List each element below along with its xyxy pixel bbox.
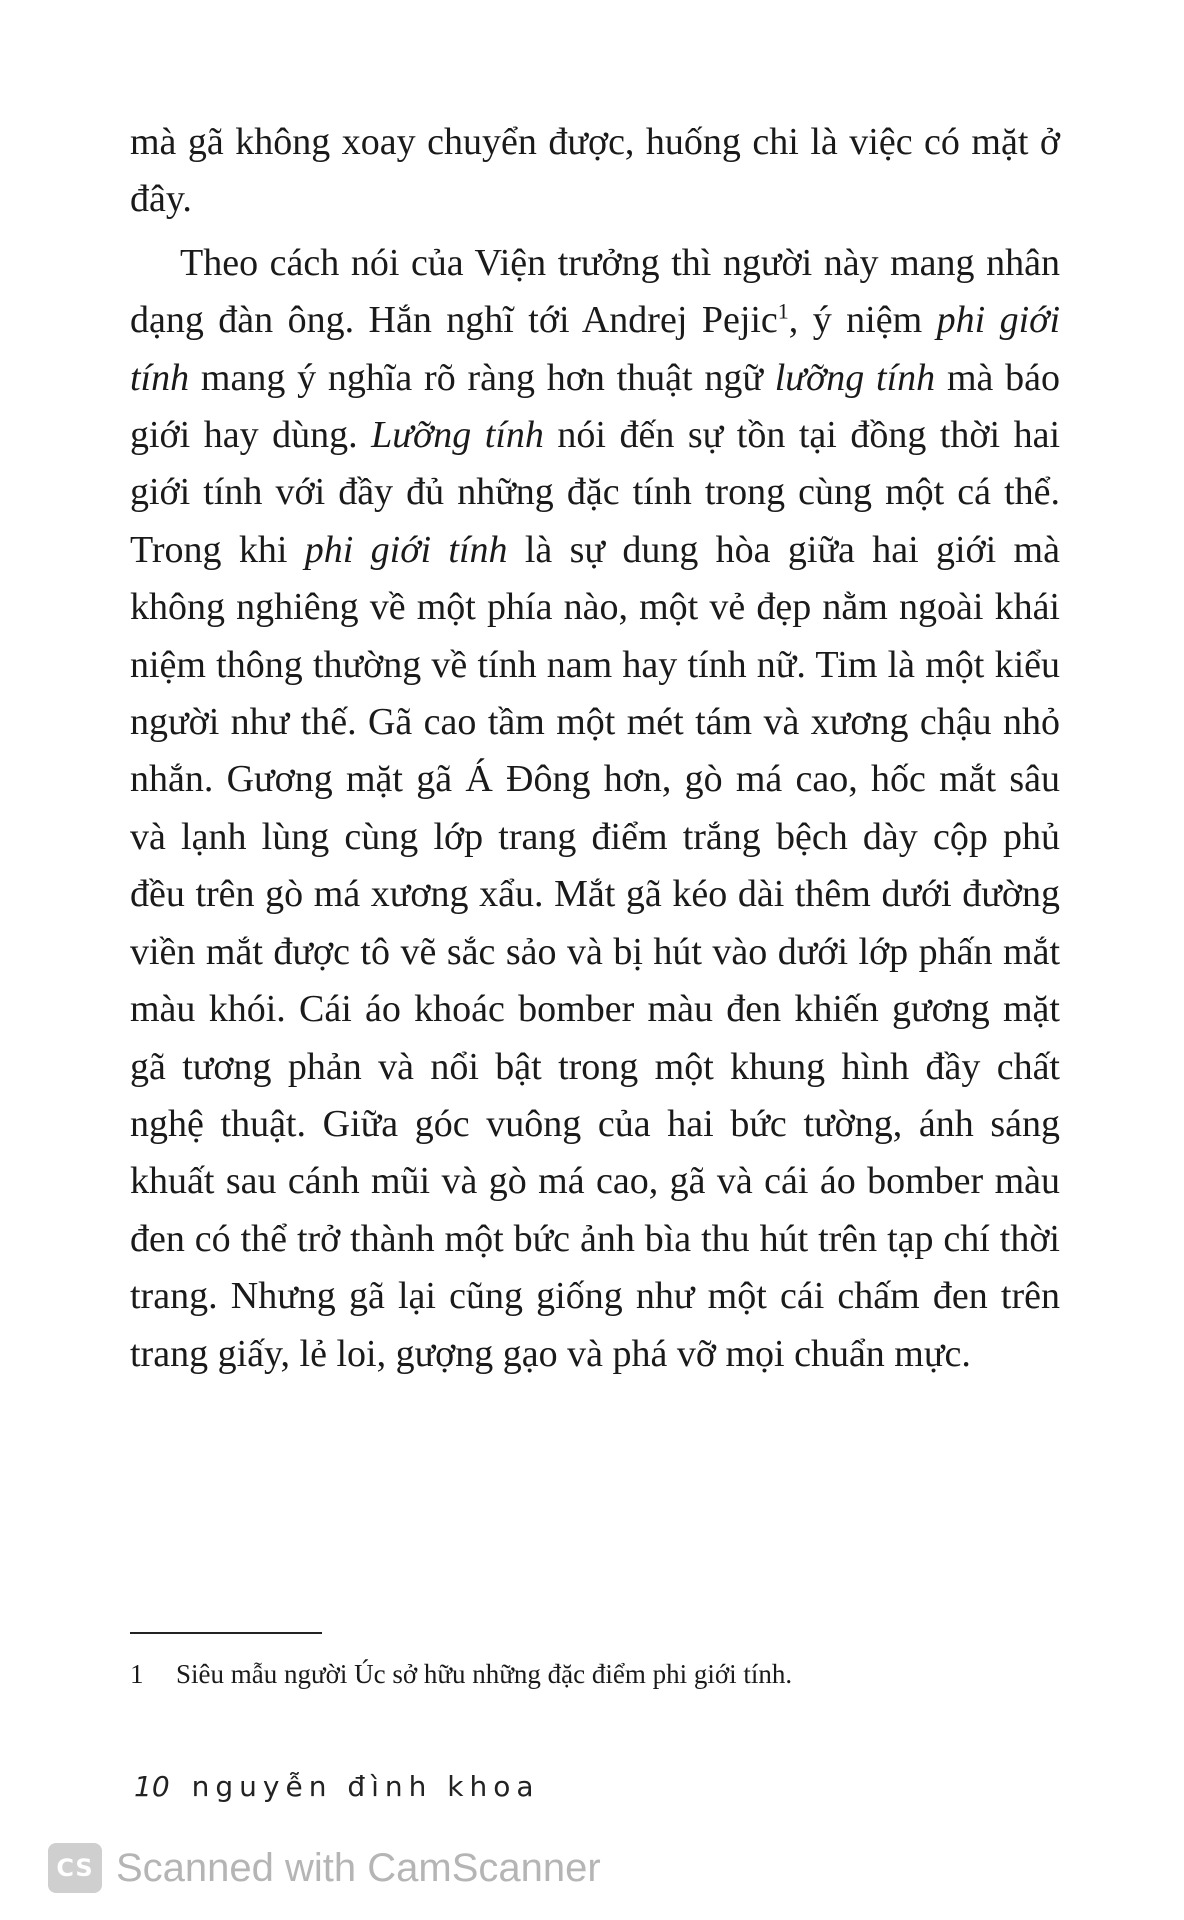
continued-paragraph: mà gã không xoay chuyển được, huống chi là việc có mặt ở đây. xyxy=(130,121,1060,221)
italic-term: phi giới tính xyxy=(304,528,508,571)
page-footer xyxy=(134,1770,540,1803)
paragraph-text: mà báo giới hay dùng. xyxy=(130,356,1060,457)
footnote-reference[interactable]: 1 xyxy=(777,298,789,324)
camscanner-logo-icon: CS xyxy=(48,1843,102,1893)
paragraph-text: , ý niệm xyxy=(788,299,937,342)
italic-term: Lưỡng tính xyxy=(371,414,544,457)
page-number: 10 xyxy=(134,1770,170,1803)
camscanner-watermark xyxy=(48,1840,601,1896)
paragraph-text: Theo cách nói của Viện trưởng thì người này mang nhân dạng đàn ông. Hắn nghĩ tới Andrej Pejic xyxy=(130,241,1060,342)
italic-term: lưỡng tính xyxy=(774,356,936,399)
footnote-number: 1 xyxy=(130,1659,144,1689)
paragraph-text: là sự dung hòa giữa hai giới mà không nghiêng về một phía nào, một vẻ đẹp nằm ngoài khái niệm thông thường về tính nam hay tính nữ. Tim là một kiểu người như thế. Gã cao tầm một mét tám và xương chậu nhỏ nhắn. Gương mặt gã Á Đông hơn, gò má cao, hốc mắt sâu và lạnh lùng cùng lớp trang điểm trắng bệch dày cộp phủ đều trên gò má xương xẩu. Mắt gã kéo dài thêm dưới đường viền mắt được tô vẽ sắc sảo và bị hút vào dưới lớp phấn mắt màu khói. Cái áo khoác bomber màu đen khiến gương mặt gã tương phản và nổi bật trong một khung hình đầy chất nghệ thuật. Giữa góc vuông của hai bức tường, ánh sáng khuất sau cánh mũi và gò má cao, gã và cái áo bomber màu đen có thể trở thành một bức ảnh bìa thu hút trên tạp chí thời trang. Nhưng gã lại cũng giống như một cái chấm đen trên trang giấy, lẻ loi, gượng gạo và phá vỡ mọi chuẩn mực. xyxy=(130,528,1060,1375)
footnote xyxy=(130,1654,1030,1694)
italic-term: phi giới tính xyxy=(130,299,1061,399)
body-text xyxy=(130,114,1060,1383)
paragraph-text: mang ý nghĩa rõ ràng hơn thuật ngữ xyxy=(189,356,775,399)
footnote-divider xyxy=(130,1632,322,1634)
paragraph-text: nói đến sự tồn tại đồng thời hai giới tính với đầy đủ những đặc tính trong cùng một cá thể. Trong khi xyxy=(130,414,1061,571)
watermark-text: Scanned with CamScanner xyxy=(116,1845,601,1890)
main-paragraph xyxy=(130,235,1060,1383)
author-name: nguyễn đình khoa xyxy=(191,1770,540,1803)
footnote-text: Siêu mẫu người Úc sở hữu những đặc điểm phi giới tính. xyxy=(176,1659,793,1689)
